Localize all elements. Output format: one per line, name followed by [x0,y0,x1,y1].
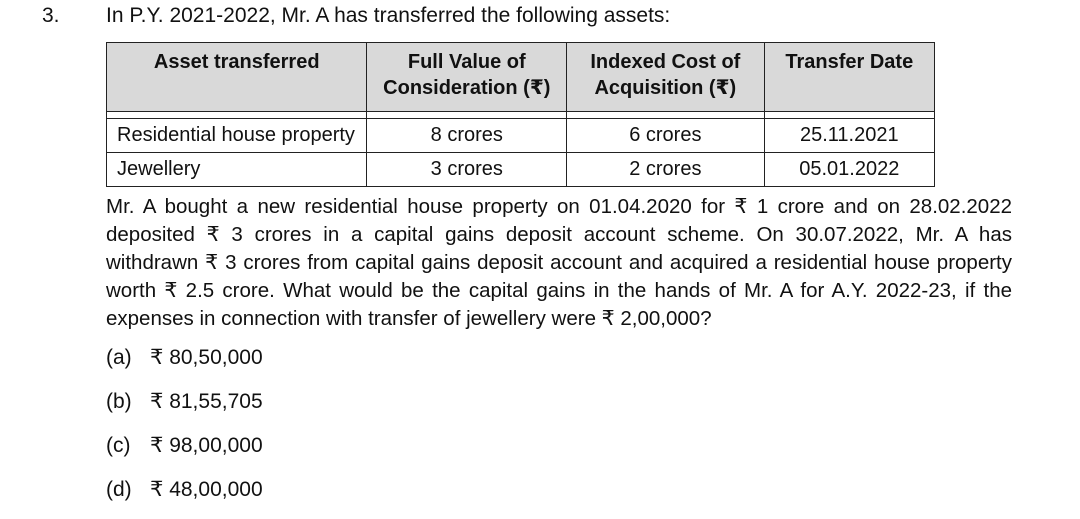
cell-full-value: 8 crores [367,119,567,153]
option-value: ₹ 48,00,000 [150,478,263,501]
table-row [107,119,935,153]
option-label: (d) [106,478,132,501]
cell-transfer-date: 25.11.2021 [764,119,934,153]
option-value: ₹ 81,55,705 [150,390,263,413]
header-transfer-date: Transfer Date [764,43,934,112]
option-a[interactable] [106,345,263,370]
table-header-row [107,43,935,112]
table-row [107,153,935,187]
option-label: (c) [106,434,131,457]
option-label: (b) [106,390,132,413]
option-d[interactable] [106,477,263,502]
question-paragraph: Mr. A bought a new residential house property on 01.04.2020 for ₹ 1 crore and on 28.02.2022 deposited ₹ 3 crores in a capital gains deposit account scheme. On 30.07.2022, Mr. A has withdrawn ₹ 3 crores from capital gains deposit account and acquired a residential house property worth ₹ 2.5 crore. What would be the capital gains in the hands of Mr. A for A.Y. 2022-23, if the expenses in connection with transfer of jewellery were ₹ 2,00,000? [106,195,1012,330]
question-stem: In P.Y. 2021-2022, Mr. A has transferred the following assets: [106,4,671,27]
cell-asset: Jewellery [107,153,367,187]
cell-indexed-cost: 2 crores [567,153,765,187]
cell-full-value: 3 crores [367,153,567,187]
table-spacer-row [107,112,935,119]
option-value: ₹ 80,50,000 [150,346,263,369]
question-number: 3. [42,4,60,27]
option-value: ₹ 98,00,000 [150,434,263,457]
cell-indexed-cost: 6 crores [567,119,765,153]
cell-transfer-date: 05.01.2022 [764,153,934,187]
assets-table [106,42,935,187]
option-c[interactable] [106,433,263,458]
option-label: (a) [106,346,132,369]
cell-asset: Residential house property [107,119,367,153]
option-b[interactable] [106,389,263,414]
header-indexed-cost: Indexed Cost of Acquisition (₹) [567,43,765,112]
header-asset-transferred: Asset transferred [107,43,367,112]
header-full-value: Full Value of Consideration (₹) [367,43,567,112]
